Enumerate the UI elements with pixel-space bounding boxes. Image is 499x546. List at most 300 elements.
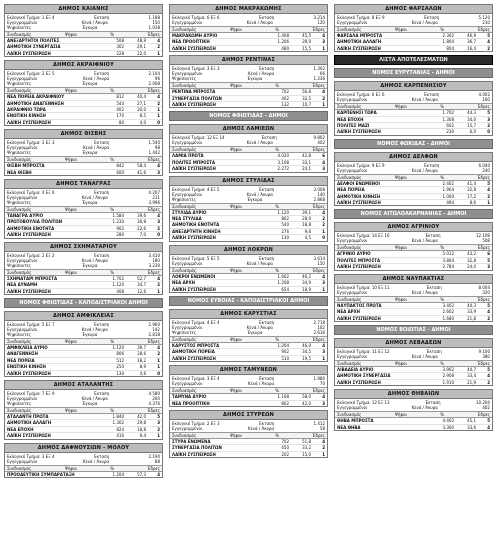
summary-cell: Έκταση [93, 140, 110, 146]
summary-cell: 1.188 [148, 15, 160, 20]
summary-cell: Έκταση [258, 319, 275, 325]
summary-cell: Εγγεγραμμένοι [7, 145, 38, 151]
table-row [335, 200, 492, 205]
summary-cell: Έκταση [93, 15, 110, 20]
table-header [170, 267, 327, 274]
summary-cell: Εγγεγραμμένοι [7, 20, 38, 25]
column-header: Συνδυασμός [7, 338, 32, 344]
summary-cell: 4.376 [148, 400, 160, 406]
votes: 402 [116, 107, 124, 113]
party-name: ΑΝΕΞΑΡΤΗΤΗ ΚΙΝΗΣΗ [172, 228, 221, 234]
party-name: ΠΟΛΙΤΕΣ ΜΠΡΟΣΤΑ [172, 159, 216, 165]
seats: 4 [487, 424, 490, 430]
percent: 44,7 [467, 366, 476, 372]
party-name: ΜΑΚΡΑΚΩΜΗ ΑΥΡΙΟ [172, 33, 218, 38]
summary-cell: Εκλογικό Τμήμα: 8 ΕΞ 9 [337, 15, 385, 20]
column-header: % [440, 412, 445, 418]
column-header: Συνδυασμός [337, 360, 362, 366]
summary-cell: Εκλογικό Τμήμα: 5 ΕΞ 5 [172, 255, 220, 261]
seats: 2 [157, 282, 160, 288]
summary-block [335, 399, 492, 410]
table-header [335, 244, 492, 251]
summary-cell: Κενά / Άκυρα [411, 238, 438, 244]
percent: 8,9 [139, 364, 146, 370]
summary-cell: 211 [152, 195, 160, 201]
summary-cell: 1.038 [148, 25, 160, 30]
summary-block [5, 189, 162, 205]
party-name: ΝΕΑ ΘΙΣΒΗ [7, 169, 32, 175]
summary-cell: 2.616 [313, 329, 325, 335]
summary-block [5, 14, 162, 30]
column-header: Έδρες [312, 27, 325, 32]
percent: 41,4 [467, 180, 476, 186]
seats: 2 [487, 379, 490, 385]
summary-cell: Κενά / Άκυρα [248, 71, 275, 77]
column-header: Ψήφοι [229, 267, 242, 273]
summary-cell: 3.996 [148, 200, 160, 206]
seats: 5 [487, 366, 490, 372]
summary-block [170, 186, 327, 202]
seats: 2 [157, 44, 160, 50]
percent: 48,9 [137, 38, 146, 43]
seats: 0 [322, 235, 325, 241]
table-row [170, 46, 327, 51]
seats: 1 [322, 102, 325, 108]
summary-cell: 10.204 [475, 400, 490, 406]
summary-cell: Έκταση [258, 255, 275, 261]
summary-cell: Εκλογικό Τμήμα: 1 ΕΞ 4 [7, 15, 55, 20]
percent: 32,8 [467, 257, 476, 263]
summary-row [172, 76, 325, 81]
column-header: % [110, 407, 115, 413]
party-name: ΛΑΪΚΗ ΣΥΣΠΕΙΡΩΣΗ [172, 235, 216, 241]
seats: 4 [322, 273, 325, 279]
summary-cell: 1.540 [148, 140, 160, 146]
votes: 1.120 [277, 209, 289, 215]
summary-cell: Εγγεγραμμένοι [337, 405, 368, 411]
column-header: % [440, 245, 445, 251]
percent: 21,8 [467, 315, 476, 321]
column-header: Ψήφοι [229, 83, 242, 89]
votes: 512 [116, 357, 124, 363]
table-row [5, 232, 162, 237]
summary-cell: Εκλογικό Τμήμα: 10 ΕΞ 11 [337, 284, 390, 290]
party-name: ΑΤΑΛΑΝΤΗ ΠΡΩΤΑ [7, 413, 49, 419]
summary-cell: 6.040 [478, 162, 490, 168]
column-header: Συνδυασμός [7, 88, 32, 94]
column-header: Συνδυασμός [7, 207, 32, 213]
summary-row [7, 200, 160, 205]
summary-cell: Κενά / Άκυρα [81, 20, 108, 25]
party-name: ΝΑΥΠΑΚΤΟΣ ΠΡΩΤΑ [337, 302, 382, 308]
column-header: Συνδυασμός [172, 27, 197, 32]
seats: 3 [322, 166, 325, 172]
party-name: ΑΝΕΞΑΡΤΗΤΟΙ ΠΟΛΙΤΕΣ [7, 38, 60, 43]
municipality-title: ΔΗΜΟΣ ΣΤΥΡΕΩΝ [170, 411, 327, 420]
summary-cell: Έκταση [423, 162, 440, 168]
votes: 402 [281, 95, 289, 101]
summary-cell: Εκλογικό Τμήμα: 4 ΕΞ 4 [172, 319, 220, 325]
summary-cell: Εγγεγραμμένοι [172, 191, 203, 197]
table-header [5, 31, 162, 38]
table-row [170, 166, 327, 171]
percent: 15,5 [302, 45, 311, 51]
column-header: Συνδυασμός [7, 269, 32, 275]
percent: 24,0 [467, 264, 476, 270]
seats: 2 [157, 100, 160, 106]
section-header: ΝΟΜΟΣ ΦΩΚΙΔΑΣ - ΔΗΜΟΙ [334, 139, 493, 149]
table-row [5, 120, 162, 125]
votes: 276 [281, 228, 289, 234]
summary-cell: Εκλογικό Τμήμα: 3 ΕΞ 3 [7, 140, 55, 146]
percent: 18,8 [137, 426, 146, 432]
votes: 132 [281, 102, 289, 108]
table-header [5, 407, 162, 414]
column-header: Συνδυασμός [172, 147, 197, 153]
municipality-title: ΔΗΜΟΣ ΛΑΜΙΕΩΝ [170, 125, 327, 134]
seats: 1 [322, 286, 325, 292]
votes: 2.402 [442, 180, 454, 186]
summary-cell: Έκταση [423, 92, 440, 98]
summary-cell: 4.002 [478, 92, 490, 98]
summary-cell: 160 [482, 97, 490, 103]
summary-cell: Έγκυρα [82, 150, 98, 156]
column-header: Συνδυασμός [337, 174, 362, 180]
party-name: ΝΕΑ ΠΡΟΟΠΤΙΚΗ [172, 39, 210, 45]
percent: 33,9 [467, 309, 476, 315]
party-name: ΤΑΜΥΝΑ ΑΥΡΙΟ [172, 394, 207, 400]
votes: 1.108 [277, 394, 289, 400]
votes: 1.602 [277, 273, 289, 279]
party-name: ΦΑΡΣΑΛΑ ΜΠΡΟΣΤΑ [337, 33, 383, 38]
municipality-card [4, 129, 163, 176]
summary-block [335, 14, 492, 25]
seats: 1 [487, 200, 490, 206]
summary-cell: 120 [317, 20, 325, 25]
percent: 39,7 [137, 344, 146, 350]
table-row [5, 289, 162, 294]
percent: 39,0 [302, 39, 311, 45]
percent: 45,1 [467, 418, 476, 424]
municipality-title: ΔΗΜΟΣ ΚΑΡΠΕΝΗΣΙΟΥ [335, 82, 492, 91]
summary-row [172, 426, 325, 431]
percent: 33,4 [467, 373, 476, 379]
votes: 202 [281, 451, 289, 457]
column-header: Έδρες [477, 412, 490, 418]
summary-cell: 5.120 [478, 15, 490, 20]
votes: 228 [116, 50, 124, 56]
party-name: ΝΕΑ ΠΡΟΟΠΤΙΚΗ [172, 400, 210, 406]
votes: 2.908 [442, 373, 454, 379]
party-name: ΔΗΜΟΤΙΚΗ ΣΥΝΕΡΓΑΣΙΑ [337, 373, 391, 379]
votes: 1.204 [277, 342, 289, 348]
column-header: % [275, 267, 280, 273]
seats: 2 [157, 351, 160, 357]
column-header: Ψήφοι [64, 88, 77, 94]
column-header: Έδρες [147, 207, 160, 213]
table-row [5, 170, 162, 175]
column-header: Έδρες [477, 27, 490, 32]
seats: 4 [157, 471, 160, 477]
seats: 4 [487, 309, 490, 315]
summary-cell: 140 [317, 191, 325, 197]
party-name: ΛΑΪΚΗ ΣΥΣΠΕΙΡΩΣΗ [7, 119, 51, 125]
summary-cell: 2.960 [148, 321, 160, 327]
party-name: ΔΗΜΟΤΙΚΗ ΠΟΡΕΙΑ [172, 349, 215, 355]
summary-cell: 4.207 [148, 190, 160, 196]
party-name: ΣΥΝΕΡΓΑΣΙΑ ΠΟΛΙΤΩΝ [172, 445, 222, 451]
column-header: Έδρες [147, 157, 160, 163]
party-name: ΣΤΥΛΙΔΑ ΑΥΡΙΟ [172, 209, 207, 215]
results-column [169, 4, 328, 546]
column-header: Έδρες [477, 245, 490, 251]
seats: 4 [322, 159, 325, 165]
municipality-card [4, 179, 163, 239]
municipality-title: ΔΗΜΟΣ ΔΑΦΝΟΥΣΙΩΝ - ΜΟΛΟΥ [5, 444, 162, 453]
percent: 10,7 [302, 102, 311, 108]
summary-cell: Εκλογικό Τμήμα: 12 ΕΞ 14 [172, 135, 225, 141]
summary-row [7, 25, 160, 30]
summary-cell: Κενά / Άκυρα [246, 191, 273, 197]
table-header [170, 432, 327, 439]
votes: 1.904 [442, 187, 454, 193]
votes: 494 [446, 200, 454, 206]
party-name: ΑΝΑΓΕΝΝΗΣΗ [7, 351, 38, 357]
seats: 5 [157, 413, 160, 419]
percent: 12,6 [137, 288, 146, 294]
municipality-title: ΔΗΜΟΣ ΡΕΝΤΙΝΑΣ [170, 56, 327, 65]
summary-cell: 58 [319, 425, 325, 431]
column-header: % [275, 203, 280, 209]
municipality-card [334, 152, 493, 207]
summary-cell: Έγκυρα [247, 196, 263, 202]
percent: 43,2 [467, 251, 476, 257]
table-row [5, 472, 162, 477]
votes: 510 [281, 355, 289, 361]
party-name: ΣΤΥΡΑ ΕΝΩΜΕΝΑ [172, 438, 211, 444]
column-header: Συνδυασμός [172, 203, 197, 209]
summary-cell: 142 [152, 326, 160, 332]
party-name: ΛΟΚΡΟΙ ΕΝΩΜΕΝΟΙ [172, 273, 216, 279]
column-header: Ψήφοι [64, 269, 77, 275]
seats: 1 [157, 433, 160, 439]
votes: 280 [116, 232, 124, 238]
votes: 130 [116, 370, 124, 376]
table-header [5, 87, 162, 94]
seats: 2 [487, 123, 490, 129]
summary-cell: Εγγεγραμμένοι [172, 20, 203, 25]
percent: 18,9 [302, 286, 311, 292]
percent: 46,0 [302, 342, 311, 348]
summary-cell: Εκλογικό Τμήμα: 3 ΕΞ 3 [172, 66, 220, 72]
summary-cell: Έκταση [426, 284, 442, 290]
column-header: Συνδυασμός [337, 296, 362, 302]
column-header: Ψήφοι [64, 207, 77, 213]
summary-block [170, 14, 327, 25]
summary-cell: Εκλογικό Τμήμα: 4 ΕΞ 5 [172, 186, 220, 192]
party-name: ΛΑΪΚΗ ΣΥΣΠΕΙΡΩΣΗ [337, 200, 381, 206]
votes: 3.108 [277, 159, 289, 165]
summary-cell: 1.236 [313, 76, 325, 82]
column-header: % [440, 104, 445, 110]
column-header: % [440, 27, 445, 32]
column-header: Ψήφοι [64, 465, 77, 471]
column-header: Συνδυασμός [172, 336, 197, 342]
party-name: ΑΚΡΑΙΦΝΙΟ ΤΩΡΑ [7, 107, 46, 113]
column-header: Ψήφοι [64, 157, 77, 163]
seats: 5 [487, 180, 490, 186]
party-name: ΔΗΜΟΤΙΚΗ ΕΝΟΤΗΤΑ [172, 222, 220, 228]
percent: 18,8 [302, 222, 311, 228]
summary-row [7, 81, 160, 86]
summary-cell: Κενά / Άκυρα [248, 425, 275, 431]
party-name: ΝΕΑ ΔΥΝΑΜΗ [7, 282, 38, 288]
seats: 2 [322, 95, 325, 101]
summary-block [170, 420, 327, 431]
section-header: ΝΟΜΟΣ ΦΘΙΩΤΙΔΑΣ - ΔΗΜΟΙ [169, 111, 328, 121]
summary-cell: Εγγεγραμμένοι [337, 97, 368, 103]
summary-block [5, 139, 162, 155]
percent: 58,4 [137, 163, 146, 169]
summary-cell: 204 [152, 395, 160, 401]
column-header: Ψήφοι [394, 360, 407, 366]
percent: 33,2 [302, 445, 311, 451]
percent: 45,5 [302, 33, 311, 38]
party-name: ΔΗΜΟΤΙΚΗ ΕΝΟΤΗΤΑ [7, 225, 55, 231]
summary-cell: Εκλογικό Τμήμα: 2 ΕΞ 3 [172, 420, 220, 426]
party-name: ΠΡΩΤΟΒΟΥΛΙΑ ΠΟΛΙΤΩΝ [7, 219, 63, 225]
municipality-card [169, 245, 328, 293]
votes: 170 [116, 113, 124, 119]
votes: 130 [281, 235, 289, 241]
party-name: ΘΗΒΑ ΜΠΡΟΣΤΑ [337, 418, 374, 424]
seats: 0 [487, 129, 490, 135]
summary-cell: Εκλογικό Τμήμα: 5 ΕΞ 7 [7, 321, 55, 327]
seats: 3 [487, 116, 490, 122]
percent: 9,4 [139, 433, 146, 439]
seats: 0 [157, 119, 160, 125]
column-header: % [110, 465, 115, 471]
summary-cell: Εγγεγραμμένοι [337, 20, 368, 25]
seats: 4 [322, 89, 325, 95]
party-name: ΝΕΑ ΠΟΡΕΙΑ ΑΚΡΑΙΦΝΙΟΥ [7, 94, 65, 100]
votes: 1.702 [442, 110, 454, 116]
percent: 15,0 [302, 451, 311, 457]
column-header: Συνδυασμός [337, 412, 362, 418]
votes: 902 [116, 225, 124, 231]
summary-cell: Εκλογικό Τμήμα: 6 ΕΞ 6 [172, 15, 220, 20]
party-name: ΔΗΜΟΤΙΚΗ ΚΙΝΗΣΗ [337, 193, 381, 199]
table-row [170, 235, 327, 240]
column-header: Ψήφοι [394, 104, 407, 110]
column-header: % [275, 83, 280, 89]
seats: 2 [322, 216, 325, 222]
seats: 2 [322, 222, 325, 228]
summary-row [7, 150, 160, 155]
party-name: ΛΑΪΚΗ ΣΥΣΠΕΙΡΩΣΗ [172, 451, 216, 457]
summary-cell: 1.302 [313, 66, 325, 72]
summary-cell: Εκλογικό Τμήμα: 3 ΕΞ 4 [172, 376, 220, 382]
seats: 2 [487, 315, 490, 321]
votes: 1.804 [442, 39, 454, 45]
percent: 42,8 [302, 153, 311, 159]
votes: 602 [446, 123, 454, 129]
percent: 32,5 [302, 95, 311, 101]
results-column [4, 4, 163, 546]
summary-cell: 9.100 [478, 348, 490, 354]
summary-cell: Κενά / Άκυρα [411, 289, 438, 295]
seats: 4 [157, 163, 160, 169]
column-header: Έδρες [147, 88, 160, 94]
summary-cell: Έγκυρα [82, 25, 98, 30]
summary-cell: 2.008 [148, 81, 160, 87]
column-header: Έδρες [147, 338, 160, 344]
column-header: Ψήφοι [64, 407, 77, 413]
summary-cell: Κενά / Άκυρα [246, 260, 273, 266]
summary-cell: 3.008 [313, 186, 325, 192]
summary-cell: Έκταση [258, 15, 275, 20]
votes: 802 [281, 400, 289, 406]
summary-cell: 96 [154, 76, 160, 82]
column-header: Συνδυασμός [172, 388, 197, 394]
summary-cell: Κενά / Άκυρα [81, 257, 108, 263]
summary-cell: Εγγεγραμμένοι [172, 140, 203, 146]
column-header: Έδρες [147, 407, 160, 413]
party-name: ΔΕΛΦΟΙ ΕΝΩΜΕΝΟΙ [337, 180, 381, 186]
seats: 0 [157, 370, 160, 376]
summary-block [170, 375, 327, 386]
municipality-card [169, 365, 328, 407]
percent: 44,3 [467, 110, 476, 116]
column-header: % [110, 157, 115, 163]
municipality-title: ΔΗΜΟΣ ΚΑΡΥΣΤΙΑΣ [170, 310, 327, 319]
party-name: ΡΕΝΤΙΝΑ ΜΠΡΟΣΤΑ [172, 89, 216, 95]
column-header: % [110, 269, 115, 275]
column-header: Ψήφοι [64, 338, 77, 344]
percent: 51,8 [302, 438, 311, 444]
seats: 4 [322, 209, 325, 215]
column-header: Ψήφοι [394, 27, 407, 32]
summary-cell: Ψηφίσαντες [7, 262, 31, 268]
summary-row [172, 140, 325, 145]
summary-cell: 9.802 [313, 135, 325, 141]
percent: 29,8 [137, 420, 146, 426]
table-row [5, 371, 162, 376]
table-header [335, 360, 492, 367]
summary-cell: Κενά / Άκυρα [411, 405, 438, 411]
column-header: Συνδυασμός [337, 27, 362, 32]
municipality-title: ΔΗΜΟΣ ΑΚΡΑΙΦΝΙΟΥ [5, 61, 162, 70]
municipality-card [169, 176, 328, 242]
summary-block [5, 390, 162, 406]
votes: 2.302 [442, 33, 454, 38]
summary-cell: 2.868 [313, 196, 325, 202]
column-header: Ψήφοι [394, 174, 407, 180]
seats: 1 [322, 355, 325, 361]
summary-cell: Κενά / Άκυρα [411, 167, 438, 173]
column-header: Έδρες [312, 147, 325, 153]
seats: 1 [322, 45, 325, 51]
votes: 3.804 [442, 257, 454, 263]
municipality-title: ΔΗΜΟΣ ΦΑΡΣΑΛΩΝ [335, 5, 492, 14]
municipality-card [169, 55, 328, 108]
party-name: ΛΑΪΚΗ ΣΥΣΠΕΙΡΩΣΗ [7, 50, 51, 56]
column-header: Συνδυασμός [172, 267, 197, 273]
seats: 3 [157, 169, 160, 175]
votes: 508 [116, 38, 124, 43]
column-header: Συνδυασμός [172, 83, 197, 89]
summary-cell: Ψηφίσαντες [7, 331, 31, 337]
